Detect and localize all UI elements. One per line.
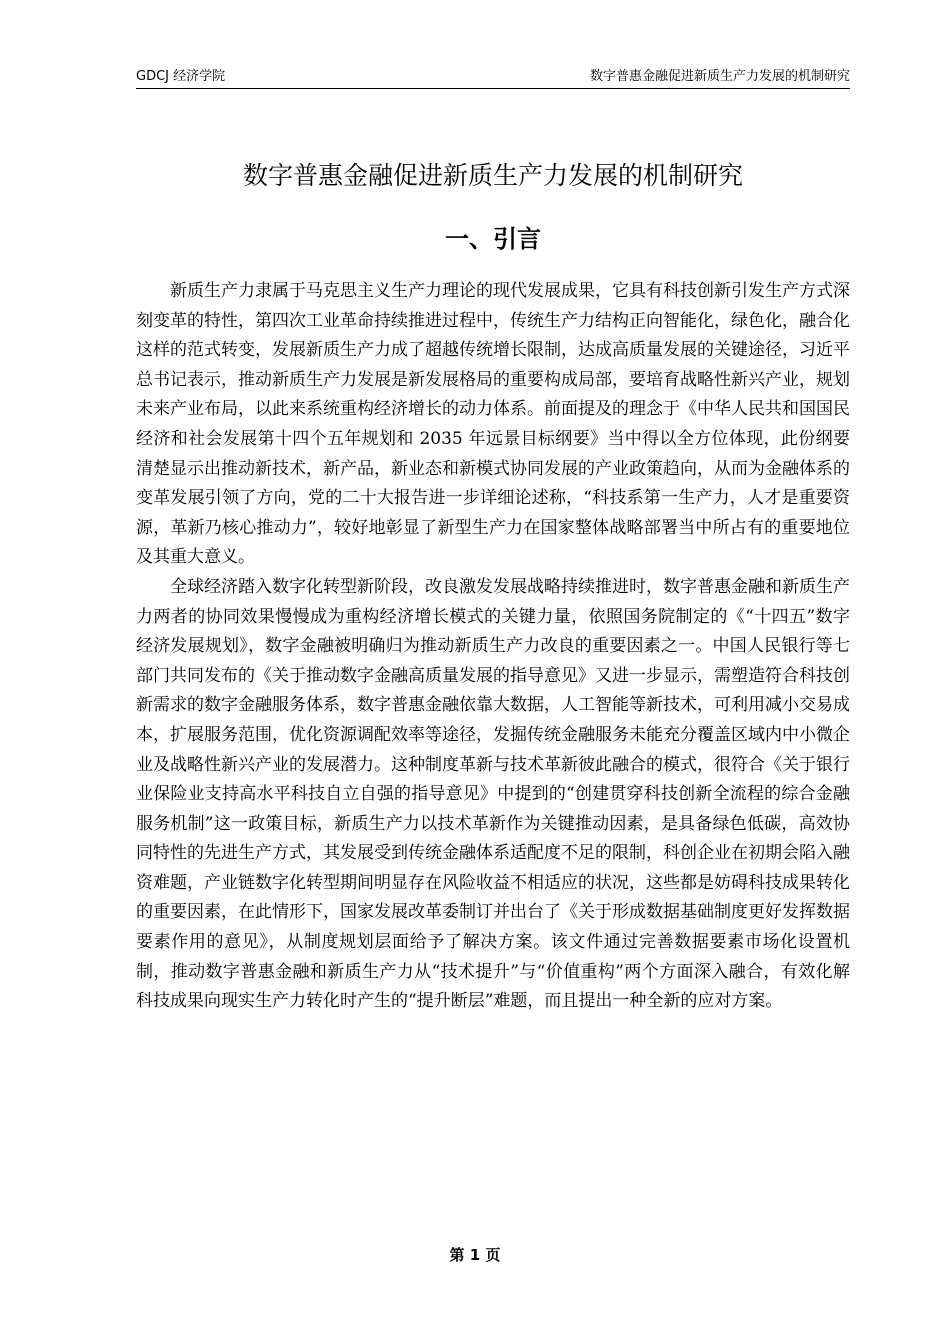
running-header (136, 68, 850, 89)
section-heading: 一、引言 (445, 225, 541, 253)
header-institution: GDCJ 经济学院 (136, 69, 226, 84)
paragraph: 全球经济踏入数字化转型新阶段，改良激发发展战略持续推进时，数字普惠金融和新质生产力两者的协同效果慢慢成为重构经济增长模式的关键力量，依照国务院制定的《“十四五”数字经济发展规划》，数字金融被明确归为推动新质生产力改良的重要因素之一。中国人民银行等七部门共同发布的《关于推动数字金融高质量发展的指导意见》又进一步显示，需塑造符合科技创新需求的数字金融服务体系，数字普惠金融依靠大数据，人工智能等新技术，可利用减小交易成本，扩展服务范围，优化资源调配效率等途径，发掘传统金融服务未能充分覆盖区域内中小微企业及战略性新兴产业的发展潜力。这种制度革新与技术革新彼此融合的模式，很符合《关于银行业保险业支持高水平科技自立自强的指导意见》中提到的“创建贯穿科技创新全流程的综合金融服务机制”这一政策目标，新质生产力以技术革新作为关键推动因素，是具备绿色低碳，高效协同特性的先进生产方式，其发展受到传统金融体系适配度不足的限制，科创企业在初期会陷入融资难题，产业链数字化转型期间明显存在风险收益不相适应的状况，这些都是妨碍科技成果转化的重要因素，在此情形下，国家发展改革委制订并出台了《关于形成数据基础制度更好发挥数据要素作用的意见》，从制度规划层面给予了解决方案。该文件通过完善数据要素市场化设置机制，推动数字普惠金融和新质生产力从“技术提升”与“价值重构”两个方面深入融合，有效化解科技成果向现实生产力转化时产生的“提升断层”难题，而且提出一种全新的应对方案。 (136, 576, 850, 1012)
page-number: 第 1 页 (449, 1246, 501, 1264)
section-body (136, 277, 850, 1017)
paragraph: 新质生产力隶属于马克思主义生产力理论的现代发展成果，它具有科技创新引发生产方式深刻变革的特性，第四次工业革命持续推进过程中，传统生产力结构正向智能化，绿色化，融合化这样的范式转变，发展新质生产力成了超越传统增长限制，达成高质量发展的关键途径，习近平总书记表示，推动新质生产力发展是新发展格局的重要构成局部，要培育战略性新兴产业，规划未来产业布局，以此来系统重构经济增长的动力体系。前面提及的理念于《中华人民共和国国民经济和社会发展第十四个五年规划和 2035 年远景目标纲要》当中得以全方位体现，此份纲要清楚显示出推动新技术，新产品，新业态和新模式协同发展的产业政策趋向，从而为金融体系的变革发展引领了方向，党的二十大报告进一步详细论述称，“科技系第一生产力，人才是重要资源，革新乃核心推动力”，较好地彰显了新型生产力在国家整体战略部署当中所占有的重要地位及其重大意义。 (136, 281, 850, 568)
paper-title: 数字普惠金融促进新质生产力发展的机制研究 (242, 161, 743, 190)
header-short-title: 数字普惠金融促进新质生产力发展的机制研究 (589, 69, 850, 84)
